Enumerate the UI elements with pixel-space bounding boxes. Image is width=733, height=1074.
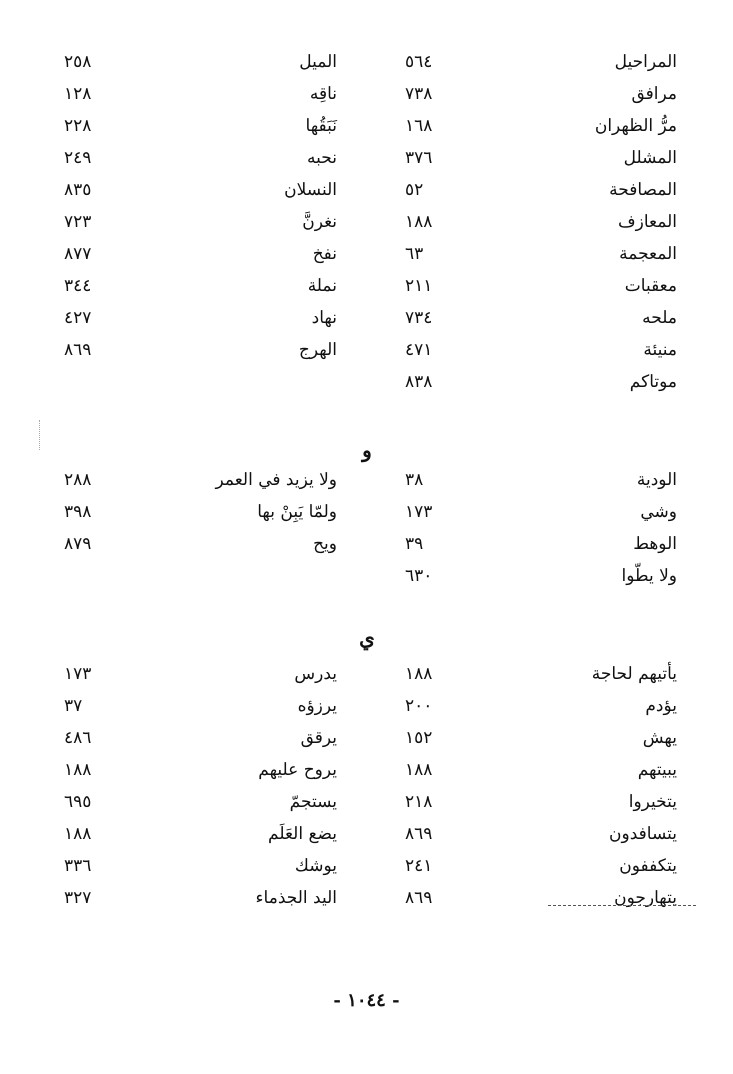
- margin-mark: [39, 420, 41, 450]
- index-row: [0, 464, 733, 496]
- index-row: [0, 270, 733, 302]
- entry-page: ٢٠٠: [405, 696, 433, 716]
- entry-word: يؤدم: [645, 696, 677, 716]
- entry-page: ٢٤١: [405, 856, 433, 876]
- entry-word: ولا يزيد في العمر: [215, 470, 337, 490]
- entry-page: ١٨٨: [405, 664, 433, 684]
- page-number: - ١٠٤٤ -: [333, 990, 400, 1011]
- entry-page: ١٧٣: [64, 664, 92, 684]
- entry-page: ١٨٨: [64, 760, 92, 780]
- entry-page: ٨٣٥: [64, 180, 92, 200]
- index-row: [0, 722, 733, 754]
- entry-word: الهرج: [298, 340, 337, 360]
- entry-word: نهاد: [311, 308, 337, 328]
- entry-word: النسلان: [284, 180, 337, 200]
- entry-word: اليد الجذماء: [255, 888, 337, 908]
- index-row: [0, 46, 733, 78]
- entry-page: ١٦٨: [405, 116, 433, 136]
- entry-word: يستجمّ: [289, 792, 337, 812]
- index-row: [0, 302, 733, 334]
- entry-word: نغرنَّ: [302, 212, 337, 232]
- entry-page: ٤٧١: [405, 340, 433, 360]
- entry-word: مرافق: [631, 84, 677, 104]
- index-row: [0, 174, 733, 206]
- index-row: [0, 110, 733, 142]
- entry-page: ٨٧٩: [64, 534, 92, 554]
- index-row: [0, 882, 733, 914]
- entry-page: ٤٨٦: [64, 728, 92, 748]
- entry-page: ٥٢: [405, 180, 424, 200]
- entry-page: ٨٧٧: [64, 244, 92, 264]
- entry-page: ٦٣٠: [405, 566, 433, 586]
- entry-word: معقبات: [624, 276, 677, 296]
- entry-word: الودية: [636, 470, 677, 490]
- entry-page: ٢٨٨: [64, 470, 92, 490]
- entry-page: ٧٣٨: [405, 84, 433, 104]
- entry-page: ١٨٨: [405, 760, 433, 780]
- index-row: [0, 206, 733, 238]
- entry-page: ٢٥٨: [64, 52, 92, 72]
- entry-word: نفخ: [312, 244, 337, 264]
- entry-word: ناقِه: [309, 84, 337, 104]
- entry-word: يتخيروا: [628, 792, 677, 812]
- entry-page: ٣٣٦: [64, 856, 92, 876]
- entry-word: موتاكم: [629, 372, 677, 392]
- entry-page: ٨٣٨: [405, 372, 433, 392]
- entry-page: ٢٢٨: [64, 116, 92, 136]
- entry-page: ٣٤٤: [64, 276, 92, 296]
- entry-word: يروح عليهم: [258, 760, 337, 780]
- entry-word: مرُّ الظهران: [594, 116, 677, 136]
- entry-word: الميل: [299, 52, 337, 72]
- entry-word: يرقق: [300, 728, 337, 748]
- entry-page: ٨٦٩: [64, 340, 92, 360]
- entry-page: ٣٢٧: [64, 888, 92, 908]
- entry-word: ولا يطّوا: [621, 566, 677, 586]
- index-row: [0, 78, 733, 110]
- index-row: [0, 238, 733, 270]
- index-row: [0, 528, 733, 560]
- entry-page: ١٨٨: [64, 824, 92, 844]
- entry-word: وشي: [640, 502, 677, 522]
- index-row: [0, 366, 733, 398]
- entry-word: المشلل: [623, 148, 677, 168]
- entry-word: يتكففون: [619, 856, 677, 876]
- entry-page: ١٢٨: [64, 84, 92, 104]
- entry-page: ١٨٨: [405, 212, 433, 232]
- index-row: [0, 560, 733, 592]
- entry-page: ٢٤٩: [64, 148, 92, 168]
- entry-word: نَبَقُها: [305, 116, 337, 136]
- entry-word: يأتيهم لحاجة: [591, 664, 677, 684]
- entry-word: منيئة: [643, 340, 677, 360]
- entry-word: نملة: [307, 276, 337, 296]
- entry-page: ٢١٨: [405, 792, 433, 812]
- entry-page: [64, 366, 108, 398]
- entry-word: يضع العَلَم: [268, 824, 337, 844]
- entry-word: ملحه: [642, 308, 677, 328]
- entry-page: ١٥٢: [405, 728, 433, 748]
- entry-page: ٤٢٧: [64, 308, 92, 328]
- index-row: [0, 850, 733, 882]
- entry-page: ٨٦٩: [405, 888, 433, 908]
- index-row: [0, 818, 733, 850]
- entry-word: يوشك: [294, 856, 337, 876]
- entry-word: يرزؤه: [297, 696, 337, 716]
- entry-page: ٢١١: [405, 276, 433, 296]
- dashed-rule: [548, 905, 696, 906]
- entry-word: المصافحة: [609, 180, 677, 200]
- entry-page: ٣٩: [405, 534, 424, 554]
- entry-page: ٦٣: [405, 244, 424, 264]
- entry-page: ٧٢٣: [64, 212, 92, 232]
- index-row: [0, 496, 733, 528]
- entry-page: ٣٧: [64, 696, 83, 716]
- section-heading-ya: ي: [359, 626, 375, 650]
- entry-page: ٣٩٨: [64, 502, 92, 522]
- entry-word: ويح: [313, 534, 337, 554]
- entry-word: نحبه: [307, 148, 337, 168]
- index-row: [0, 786, 733, 818]
- entry-page: ٣٨: [405, 470, 424, 490]
- entry-word: المعجمة: [619, 244, 677, 264]
- index-row: [0, 690, 733, 722]
- entry-word: المعازف: [618, 212, 677, 232]
- index-row: [0, 142, 733, 174]
- entry-word: يتهارجون: [614, 888, 677, 908]
- entry-page: ٥٦٤: [405, 52, 433, 72]
- entry-word: يبيتهم: [637, 760, 677, 780]
- index-row: [0, 754, 733, 786]
- entry-page: [64, 560, 108, 592]
- entry-page: ٦٩٥: [64, 792, 92, 812]
- entry-word: يدرس: [294, 664, 337, 684]
- entry-word: يهش: [642, 728, 677, 748]
- entry-page: ١٧٣: [405, 502, 433, 522]
- entry-page: ٧٣٤: [405, 308, 433, 328]
- section-heading-waw: و: [362, 438, 372, 462]
- index-row: [0, 658, 733, 690]
- entry-word: يتسافدون: [609, 824, 677, 844]
- entry-word: المراحيل: [614, 52, 677, 72]
- entry-page: ٨٦٩: [405, 824, 433, 844]
- entry-word: الوهط: [633, 534, 677, 554]
- entry-word: ولمّا يَبِنْ بها: [257, 502, 337, 522]
- index-row: [0, 334, 733, 366]
- entry-page: ٣٧٦: [405, 148, 433, 168]
